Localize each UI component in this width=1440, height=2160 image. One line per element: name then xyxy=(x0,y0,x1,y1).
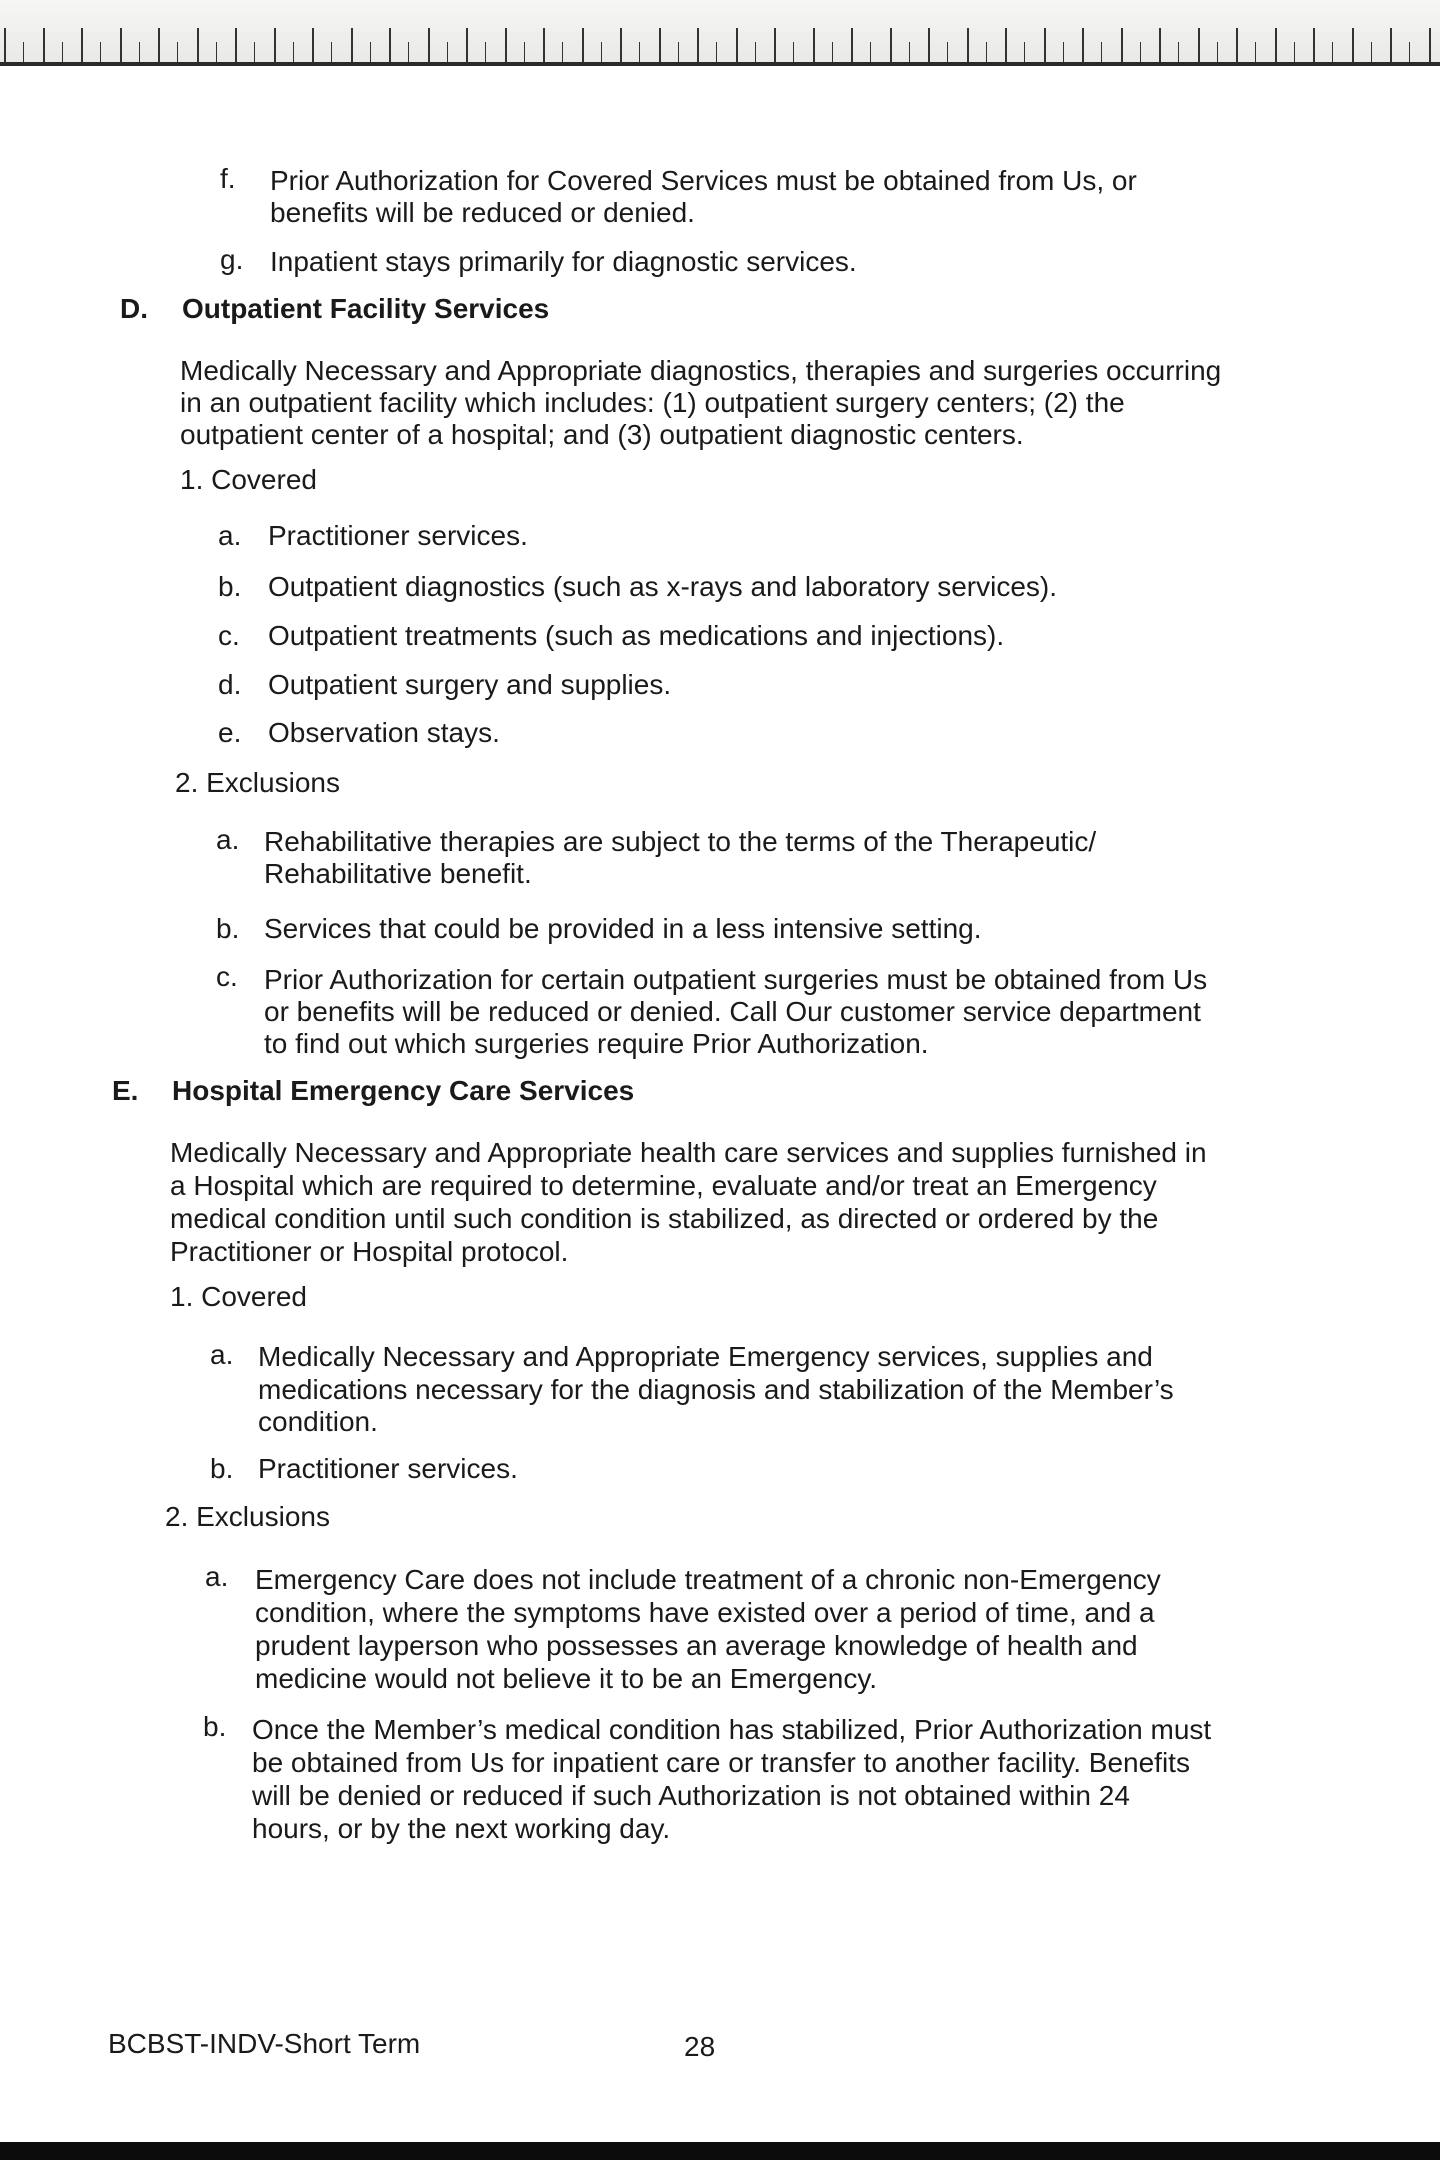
item-label: a. xyxy=(205,1561,229,1592)
item-label: b. xyxy=(203,1711,227,1742)
subsection-heading-exclusions: 2. Exclusions xyxy=(175,767,340,798)
item-label: c. xyxy=(218,620,240,651)
item-text-line: will be denied or reduced if such Authorization is not obtained within 24 xyxy=(252,1780,1130,1811)
item-text-line: medications necessary for the diagnosis and stabilization of the Member’s xyxy=(258,1374,1174,1405)
item-text-line: Practitioner services. xyxy=(258,1453,518,1484)
item-text-line: Outpatient diagnostics (such as x-rays and laboratory services). xyxy=(268,571,1058,602)
item-text-line: Rehabilitative benefit. xyxy=(264,858,532,889)
item-text-line: Medically Necessary and Appropriate Emergency services, supplies and xyxy=(258,1341,1153,1372)
item-text-line: or benefits will be reduced or denied. Call Our customer service department xyxy=(264,996,1201,1027)
item-text-line: be obtained from Us for inpatient care or transfer to another facility. Benefits xyxy=(252,1747,1190,1778)
item-label: b. xyxy=(210,1453,234,1484)
subsection-heading-covered: 1. Covered xyxy=(170,1281,307,1312)
item-text-line: Once the Member’s medical condition has stabilized, Prior Authorization must xyxy=(252,1714,1212,1745)
footer-page-number: 28 xyxy=(684,2031,716,2062)
section-letter: D. xyxy=(120,293,148,324)
item-label: a. xyxy=(210,1339,234,1370)
item-text-line: Prior Authorization for certain outpatient surgeries must be obtained from Us xyxy=(264,964,1208,995)
section-intro-line: Practitioner or Hospital protocol. xyxy=(170,1236,569,1267)
item-label: b. xyxy=(218,571,242,602)
section-intro-line: medical condition until such condition is stabilized, as directed or ordered by the xyxy=(170,1203,1159,1234)
item-text-line: hours, or by the next working day. xyxy=(252,1813,671,1844)
section-intro-line: outpatient center of a hospital; and (3) outpatient diagnostic centers. xyxy=(180,419,1024,450)
section-letter: E. xyxy=(112,1075,139,1106)
item-text-line: Inpatient stays primarily for diagnostic services. xyxy=(270,246,857,277)
item-text-line: Observation stays. xyxy=(268,717,500,748)
section-intro-line: Medically Necessary and Appropriate diagnostics, therapies and surgeries occurring xyxy=(180,355,1222,386)
item-text-line: medicine would not believe it to be an Emergency. xyxy=(255,1663,878,1694)
item-text-line: to find out which surgeries require Prior Authorization. xyxy=(264,1028,929,1059)
item-text-line: condition, where the symptoms have existed over a period of time, and a xyxy=(255,1597,1155,1628)
item-text-line: Emergency Care does not include treatment of a chronic non-Emergency xyxy=(255,1564,1161,1595)
section-title: Hospital Emergency Care Services xyxy=(172,1075,635,1106)
item-label: c. xyxy=(216,961,238,992)
item-label: g. xyxy=(220,244,244,275)
item-label: b. xyxy=(216,913,240,944)
item-text-line: Outpatient treatments (such as medications and injections). xyxy=(268,620,1005,651)
section-intro-line: in an outpatient facility which includes: (1) outpatient surgery centers; (2) the xyxy=(180,387,1125,418)
item-text-line: Services that could be provided in a less intensive setting. xyxy=(264,913,982,944)
section-title: Outpatient Facility Services xyxy=(182,293,550,324)
footer-document-id: BCBST-INDV-Short Term xyxy=(108,2028,421,2059)
item-text-line: prudent layperson who possesses an average knowledge of health and xyxy=(255,1630,1138,1661)
section-intro-line: Medically Necessary and Appropriate health care services and supplies furnished in xyxy=(170,1137,1207,1168)
subsection-heading-exclusions: 2. Exclusions xyxy=(165,1501,330,1532)
item-text-line: condition. xyxy=(258,1406,378,1437)
item-text-line: Rehabilitative therapies are subject to the terms of the Therapeutic/ xyxy=(264,826,1097,857)
item-text-line: Practitioner services. xyxy=(268,520,528,551)
item-text-line: Outpatient surgery and supplies. xyxy=(268,669,672,700)
subsection-heading-covered: 1. Covered xyxy=(180,464,317,495)
item-label: a. xyxy=(218,520,242,551)
item-text-line: Prior Authorization for Covered Services must be obtained from Us, or xyxy=(270,165,1137,196)
item-label: e. xyxy=(218,717,242,748)
section-intro-line: a Hospital which are required to determine, evaluate and/or treat an Emergency xyxy=(170,1170,1157,1201)
item-label: d. xyxy=(218,669,242,700)
item-label: a. xyxy=(216,824,240,855)
item-label: f. xyxy=(220,163,236,194)
item-text-line: benefits will be reduced or denied. xyxy=(270,197,695,228)
